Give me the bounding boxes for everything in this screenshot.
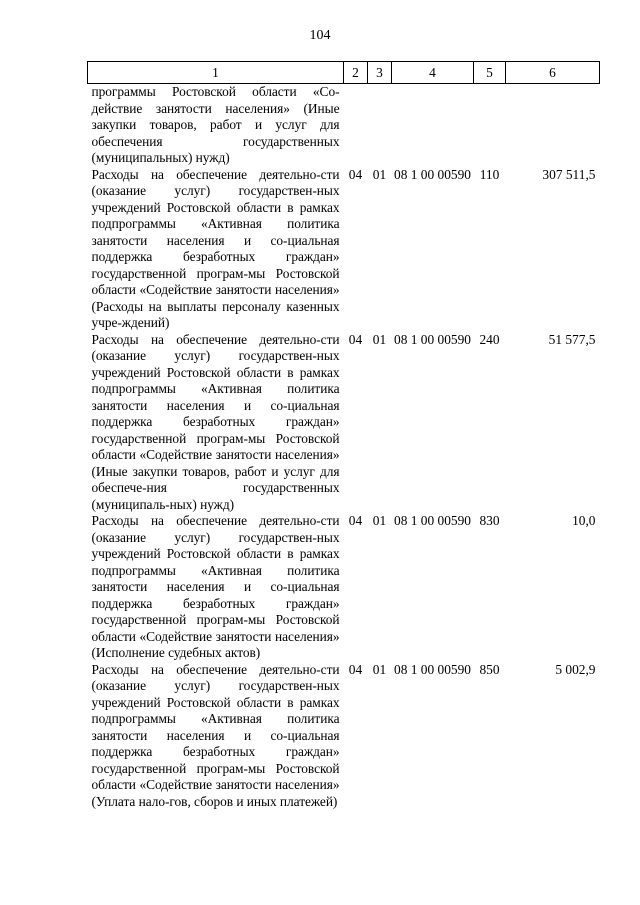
row-description: Расходы на обеспечение деятельно-сти (оказание услуг) государствен-ных учреждений Ростовской области в рамках подпрограммы «Активная политика занятости населения и со-циальная поддержка безработных граждан» государственной програм-мы Ростовской области «Содействие занятости населения» (Иные закупки товаров, работ и услуг для обеспече-ния государственных (муниципаль-ных) нужд) (91, 331, 340, 512)
row-description: Расходы на обеспечение деятельно-сти (оказание услуг) государствен-ных учреждений Ростовской области в рамках подпрограммы «Активная политика занятости населения и со-циальная поддержка безработных граждан» государственной програм-мы Ростовской области «Содействие занятости населения» (Исполнение судебных актов) (91, 513, 340, 660)
table-row (88, 662, 600, 811)
row-expense-type: 850 (479, 661, 500, 677)
budget-table (87, 61, 600, 810)
header-col-6: 6 (506, 62, 600, 84)
row-section: 04 (348, 513, 363, 528)
table-header-row (88, 62, 600, 84)
row-target-article: 08 1 00 00590 (394, 166, 471, 182)
row-target-article: 08 1 00 00590 (394, 513, 471, 528)
row-subsection: 01 (372, 166, 387, 182)
header-col-1: 1 (88, 62, 344, 84)
row-description: Расходы на обеспечение деятельно-сти (оказание услуг) государствен-ных учреждений Ростовской области в рамках подпрограммы «Активная политика занятости населения и со-циальная поддержка безработных граждан» государственной програм-мы Ростовской области «Содействие занятости населения» (Расходы на выплаты персоналу казенных учре-ждений) (91, 166, 340, 330)
row-description: Расходы на обеспечение деятельно-сти (оказание услуг) государствен-ных учреждений Ростовской области в рамках подпрограммы «Активная политика занятости населения и со-циальная поддержка безработных граждан» государственной програм-мы Ростовской области «Содействие занятости населения» (Уплата нало-гов, сборов и иных платежей) (91, 661, 340, 809)
row-target-article: 08 1 00 00590 (394, 661, 471, 677)
header-col-5: 5 (474, 62, 506, 84)
row-section: 04 (348, 166, 363, 182)
table-row (88, 513, 600, 662)
row-expense-type: 830 (479, 513, 500, 528)
header-col-4: 4 (392, 62, 474, 84)
row-amount: 5 002,9 (555, 661, 596, 677)
row-description: программы Ростовской области «Со-действие занятости населения» (Иные закупки товаров, работ и услуг для обеспечения государственных (муниципальных) нужд) (91, 84, 340, 165)
row-subsection: 01 (372, 513, 387, 528)
row-amount: 10,0 (572, 513, 596, 528)
table-row (88, 332, 600, 514)
row-expense-type: 110 (479, 166, 500, 182)
row-amount: 51 577,5 (548, 331, 596, 347)
row-subsection: 01 (372, 661, 387, 677)
row-amount: 307 511,5 (542, 166, 596, 182)
header-col-3: 3 (368, 62, 392, 84)
table-row-carryover (88, 84, 600, 167)
page-number: 104 (309, 28, 331, 43)
row-target-article: 08 1 00 00590 (394, 331, 471, 347)
table-row (88, 167, 600, 332)
row-subsection: 01 (372, 331, 387, 347)
header-col-2: 2 (344, 62, 368, 84)
row-section: 04 (348, 661, 363, 677)
row-section: 04 (348, 331, 363, 347)
row-expense-type: 240 (479, 331, 500, 347)
